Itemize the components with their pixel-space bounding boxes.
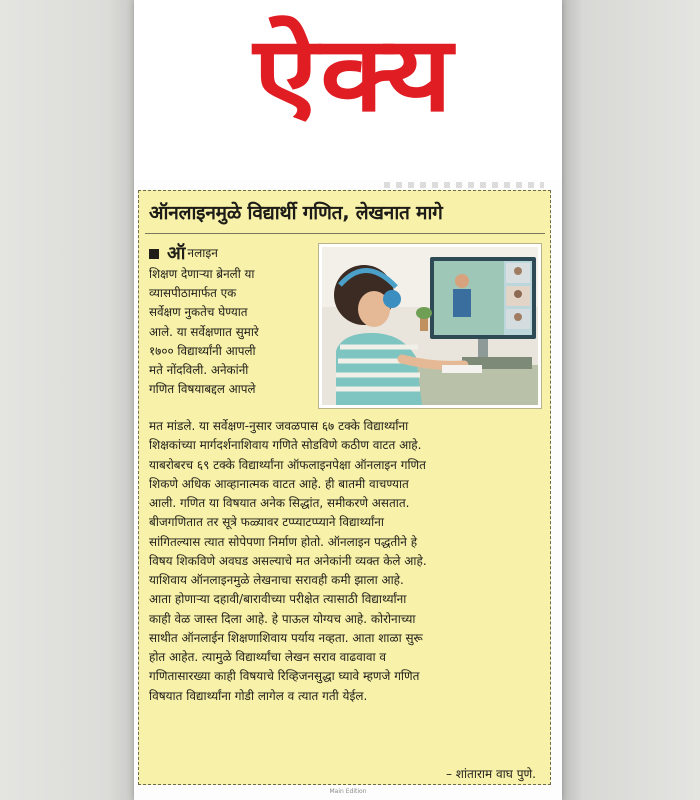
headline-divider bbox=[145, 233, 545, 234]
body-line: बीजगणितात तर सूत्रे फळ्यावर टप्प्याटप्प्याने विद्यार्थ्यांना bbox=[149, 515, 384, 530]
lead-line: शिक्षण देणाऱ्या ब्रेनली या bbox=[149, 267, 255, 281]
left-background bbox=[0, 0, 134, 800]
body-line: सांगितल्यास त्यात सोपेपणा निर्माण होतो. ऑनलाइन पद्धतीने हे bbox=[149, 534, 418, 549]
lead-paragraph bbox=[149, 243, 319, 399]
right-background bbox=[562, 0, 700, 800]
child-online-class-illustration bbox=[322, 247, 538, 405]
lead-line: सर्वेक्षण नुकतेच घेण्यात bbox=[149, 305, 248, 320]
lead-line: व्यासपीठामार्फत एक bbox=[149, 286, 237, 301]
masthead bbox=[134, 0, 562, 180]
author-signature: – शांताराम वाघ पुणे. bbox=[445, 767, 536, 781]
article-clipping bbox=[138, 190, 551, 785]
kicker bbox=[149, 243, 319, 265]
lead-line: गणित विषयाबद्दल आपले bbox=[149, 382, 256, 397]
kicker-dropcap: ऑ bbox=[167, 243, 186, 264]
article-body bbox=[149, 417, 547, 706]
body-line: आता होणाऱ्या दहावी/बारावीच्या परीक्षेत त्यासाठी विद्यार्थ्यांना bbox=[149, 592, 407, 607]
body-line: विषय शिकविणे अवघड असल्याचे मत अनेकांनी व्यक्त केले आहे. bbox=[149, 553, 427, 568]
lead-line: मते नोंदविली. अनेकांनी bbox=[149, 363, 249, 378]
body-line: साथीत ऑनलाईन शिक्षणाशिवाय पर्याय नव्हता. आता शाळा सुरू bbox=[149, 630, 423, 645]
article-headline: ऑनलाइनमुळे विद्यार्थी गणित, लेखनात मागे bbox=[149, 202, 443, 224]
body-line: याशिवाय ऑनलाइनमुळे लेखनाचा सरावही कमी झाला आहे. bbox=[149, 573, 404, 587]
article-photo bbox=[318, 243, 542, 409]
body-line: याबरोबरच ६९ टक्के विद्यार्थ्यांना ऑफलाइनपेक्षा ऑनलाइन गणित bbox=[149, 457, 426, 472]
kicker-word: नलाइन bbox=[187, 246, 218, 261]
square-bullet-icon bbox=[149, 249, 159, 259]
body-line: काही वेळ जास्त दिला आहे. हे पाऊल योग्यच आहे. कोरोनाच्या bbox=[149, 611, 416, 626]
body-line: मत मांडले. या सर्वेक्षण-नुसार जवळपास ६७ टक्के विद्यार्थ्यांना bbox=[149, 419, 409, 433]
body-line: विषयात विद्यार्थ्यांना गोडी लागेल व त्यात गती येईल. bbox=[149, 688, 368, 703]
newspaper-logo: ऐक्य bbox=[253, 13, 455, 135]
body-line: होत आहेत. त्यामुळे विद्यार्थ्यांचा लेखन सराव वाढवावा व bbox=[149, 650, 387, 664]
body-line: गणितासारख्या काही विषयाचे रिव्हिजनसुद्धा घ्यावे म्हणजे गणित bbox=[149, 669, 420, 684]
lead-line: १७०० विद्यार्थ्यांनी आपली bbox=[149, 343, 256, 358]
body-line: शिक्षकांच्या मार्गदर्शनाशिवाय गणिते सोडविणे कठीण वाटत आहे. bbox=[149, 438, 422, 453]
newspaper-page bbox=[134, 0, 562, 800]
page-footer: Main Edition bbox=[329, 788, 367, 795]
body-line: आली. गणित या विषयात अनेक सिद्धांत, समीकरणे असतात. bbox=[149, 496, 410, 510]
lead-line: आले. या सर्वेक्षणात सुमारे bbox=[149, 324, 259, 339]
faded-print bbox=[384, 182, 544, 188]
body-line: शिकणे अधिक आव्हानात्मक वाटत आहे. ही बातमी वाचण्यात bbox=[149, 476, 409, 491]
